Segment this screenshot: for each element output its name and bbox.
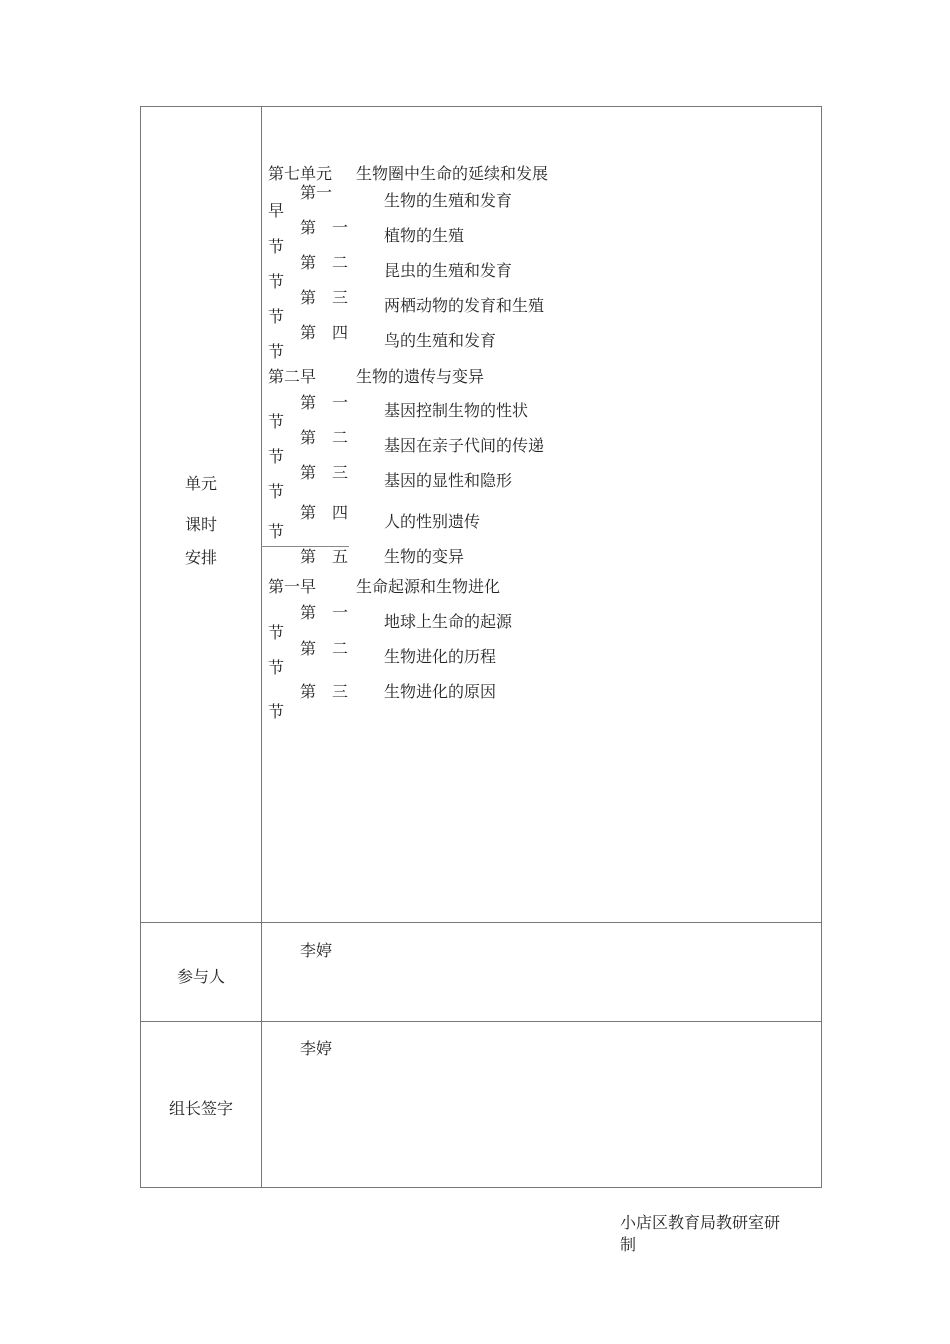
section-label: 第 三 bbox=[300, 463, 349, 482]
participants-value: 李婷 bbox=[300, 941, 333, 960]
section-suffix: 节 bbox=[268, 412, 285, 431]
section-title: 昆虫的生殖和发育 bbox=[384, 261, 513, 280]
section-suffix: 节 bbox=[268, 272, 285, 291]
section-title: 植物的生殖 bbox=[384, 226, 465, 245]
row-divider-participants bbox=[141, 922, 821, 923]
section-label: 第 二 bbox=[300, 639, 349, 658]
section-title: 生物进化的原因 bbox=[384, 682, 497, 701]
section-suffix: 节 bbox=[268, 623, 285, 642]
section-title: 地球上生命的起源 bbox=[384, 612, 513, 631]
section-suffix: 节 bbox=[268, 522, 285, 541]
label-participants: 参与人 bbox=[176, 967, 225, 986]
section-label: 第 一 bbox=[300, 603, 349, 622]
chapter-three-title: 生命起源和生物进化 bbox=[356, 577, 501, 596]
section-label: 第 四 bbox=[300, 503, 349, 522]
section-suffix: 节 bbox=[268, 342, 285, 361]
section-suffix: 节 bbox=[268, 482, 285, 501]
label-unit: 单元 bbox=[184, 474, 217, 493]
section-suffix: 节 bbox=[268, 702, 285, 721]
chapter-three-label: 第一早 bbox=[268, 577, 317, 596]
unit-seven-label: 第七单元 bbox=[268, 164, 333, 183]
section-label: 第 三 bbox=[300, 288, 349, 307]
section-title: 生物的变异 bbox=[384, 547, 465, 566]
label-period: 课时 bbox=[184, 515, 217, 534]
chapter-one-title: 生物的生殖和发育 bbox=[384, 191, 513, 210]
row-divider-signature bbox=[141, 1021, 821, 1022]
section-label: 第 二 bbox=[300, 253, 349, 272]
section-label: 第 一 bbox=[300, 218, 349, 237]
section-title: 基因在亲子代间的传递 bbox=[384, 436, 545, 455]
chapter-two-label: 第二早 bbox=[268, 367, 317, 386]
section-title: 人的性别遗传 bbox=[384, 512, 481, 531]
chapter-one-label-bottom: 早 bbox=[268, 201, 285, 220]
section-title: 鸟的生殖和发育 bbox=[384, 331, 497, 350]
section-suffix: 节 bbox=[268, 658, 285, 677]
section-label: 第 二 bbox=[300, 428, 349, 447]
footer-line: 制 bbox=[620, 1235, 637, 1254]
section-title: 两栖动物的发育和生殖 bbox=[384, 296, 545, 315]
section-label: 第 三 bbox=[300, 682, 349, 701]
chapter-one-label-top: 第一 bbox=[300, 183, 333, 202]
column-divider bbox=[261, 107, 262, 1187]
label-leader-signature: 组长签字 bbox=[168, 1099, 233, 1118]
section-suffix: 节 bbox=[268, 447, 285, 466]
section-title: 生物进化的历程 bbox=[384, 647, 497, 666]
footer-line: 小店区教育局教研室研 bbox=[620, 1213, 781, 1232]
leader-signature-value: 李婷 bbox=[300, 1039, 333, 1058]
chapter-two-title: 生物的遗传与变异 bbox=[356, 367, 485, 386]
section-label: 第 一 bbox=[300, 393, 349, 412]
section-suffix: 节 bbox=[268, 307, 285, 326]
label-arrangement: 安排 bbox=[184, 548, 217, 567]
section-title: 基因的显性和隐形 bbox=[384, 471, 513, 490]
footer-issuer bbox=[620, 1212, 800, 1256]
unit-seven-title: 生物圈中生命的延续和发展 bbox=[356, 164, 549, 183]
section-label: 第 五 bbox=[300, 547, 349, 566]
section-title: 基因控制生物的性状 bbox=[384, 401, 529, 420]
section-suffix: 节 bbox=[268, 237, 285, 256]
section-label: 第 四 bbox=[300, 323, 349, 342]
